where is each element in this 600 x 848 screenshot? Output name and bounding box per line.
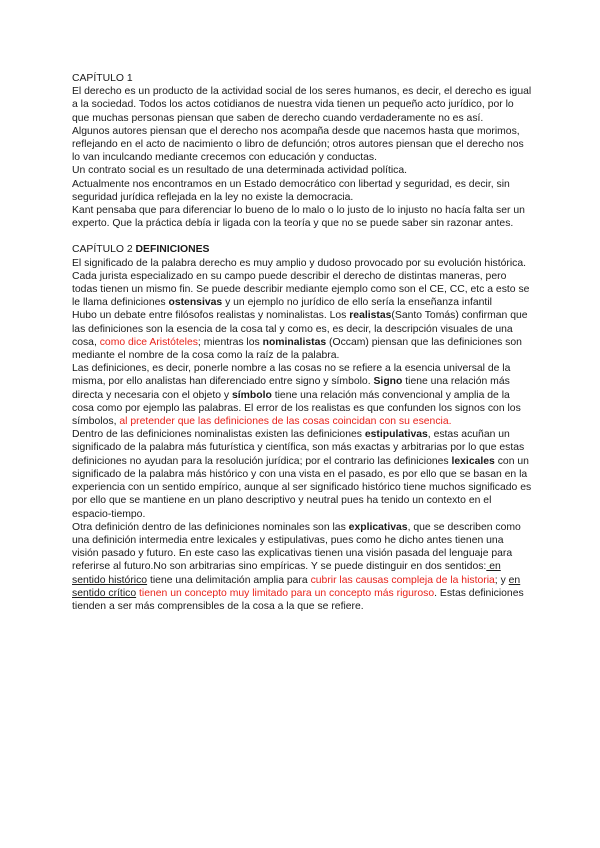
chapter-1-paragraph-3: Un contrato social es un resultado de una determinada actividad política. [72,165,408,177]
text-run: Otra definición dentro de las definiciones nominales son las [72,521,349,533]
text-run: , estas acuñan un significado de la palabra más futurística y científica, son más exactas y arbitrarias por lo que estas definiciones no ayudan para la resolución jurídica; por el contrario las definiciones [72,429,525,467]
chapter-1-title: CAPÍTULO 1 [72,73,133,84]
term-ostensivas: ostensivas [168,297,223,309]
text-run: ; y [494,574,509,586]
chapter-2-paragraph-5 [72,521,532,613]
chapter-2-paragraph-1 [72,257,532,310]
chapter-2-title-bold: DEFINICIONES [135,244,210,256]
chapter-2-paragraph-3 [72,362,532,428]
chapter-2-paragraph-2 [72,309,532,362]
term-estipulativas: estipulativas [364,429,428,441]
text-run: (Occam) piensan que las definiciones son mediante el nombre de la cosa como la raíz de la palabra. [72,336,522,362]
text-run: Las definiciones, es decir, ponerle nombre a las cosas no se refiere a la esencia universal de la misma, por ello analistas han diferenciado entre signo y símbolo. [72,363,511,388]
section-gap [72,230,532,243]
chapter-1-paragraph-1: El derecho es un producto de la actividad social de los seres humanos, es decir, el derecho es igual a la sociedad. Todos los actos cotidianos de nuestra vida tienen un pequeño acto jurídico, por lo que muchas personas piensan que saben de derecho cuando verdaderamente no es así. [72,86,532,124]
underlined-term-historico: en sentido histórico [72,561,501,586]
document-page [72,72,532,613]
text-run: El significado de la palabra derecho es muy amplio y dudoso provocado por su evolución histórica. Cada jurista especializado en su campo puede describir el derecho de distintas maneras, pero todas tienen un mismo fin. Se puede describir mediante ejemplo como son el CE, CC, etc a esto se le llama definiciones [72,257,530,309]
chapter-2-title-number: CAPÍTULO 2 [72,244,133,256]
term-lexicales: lexicales [451,455,495,467]
chapter-1-paragraph-4: Actualmente nos encontramos en un Estado democrático con libertad y seguridad, es decir, sin seguridad jurídica reflejada en la ley no existe la democracia. [72,178,510,203]
text-run: tiene una relación más convencional y amplia de la cosa como por ejemplo las palabras. El error de los realistas es que confunden los signos con los símbolos, [72,389,521,428]
highlight-text: tienen un concepto muy limitado para un concepto más riguroso [136,587,435,599]
text-run: con un significado de la palabra más histórico y con una vista en el pasado, es por ello que se basan en la experiencia con un sentido empírico, aunque al ser significado histórico tiene muchos significado es por ello que se mantiene en un plano descriptivo y neutral pues ha tenido un contexto en el espacio-tiempo. [72,455,532,520]
underlined-term-critico: en sentido crítico [72,574,521,599]
term-explicativas: explicativas [348,521,408,533]
text-run: tiene una relación más directa y necesaria con el objeto y [72,376,510,401]
text-run: . Estas definiciones tienden a ser más comprensibles de la cosa a la que se refiere. [72,587,524,612]
text-run: Dentro de las definiciones nominalistas existen las definiciones [72,429,365,441]
text-run: ; mientras los [197,336,263,348]
chapter-1-paragraph-5: Kant pensaba que para diferenciar lo bueno de lo malo o lo justo de lo injusto no hacía falta ser un experto. Que la práctica debía ir ligada con la teoría y que no se puede saber sin razonar antes. [72,205,525,230]
term-realistas: realistas [349,310,392,322]
text-run: tiene una delimitación amplia para [147,574,311,586]
text-run: , que se describen como una definición intermedia entre lexicales y estipulativas, pues como he dicho antes tienen una visión pasado y futuro. En este caso las explicativas tienen una visión pasada del lenguaje para referirse al futuro.No son arbitrarias sino empíricas. Y se puede distinguir en dos sentidos: [72,521,521,573]
highlight-text: cubrir las causas compleja de la historia [310,574,495,586]
chapter-2-title [72,243,532,256]
term-nominalistas: nominalistas [262,336,327,348]
highlight-text: al pretender que las definiciones de las cosas coincidan con su esencia. [119,416,452,428]
text-run: Hubo un debate entre filósofos realistas y nominalistas. Los [72,310,350,322]
chapter-2-paragraph-4 [72,428,532,520]
highlight-text: como dice Aristóteles [99,336,198,348]
text-run: (Santo Tomás) confirman que las definiciones son la esencia de la cosa tal y como es, es decir, la descripción visuales de una cosa, [72,310,528,348]
chapter-1-paragraph-2: Algunos autores piensan que el derecho nos acompaña desde que nacemos hasta que morimos, reflejando en el acto de nacimiento o libro de defunción; otros autores piensan que el derecho nos lo van inculcando mediante crecemos con educación y conductas. [72,125,524,164]
text-run: y un ejemplo no jurídico de ello sería la enseñanza infantil [222,297,492,309]
term-simbolo: símbolo [232,389,272,401]
term-signo: Signo [373,376,403,388]
